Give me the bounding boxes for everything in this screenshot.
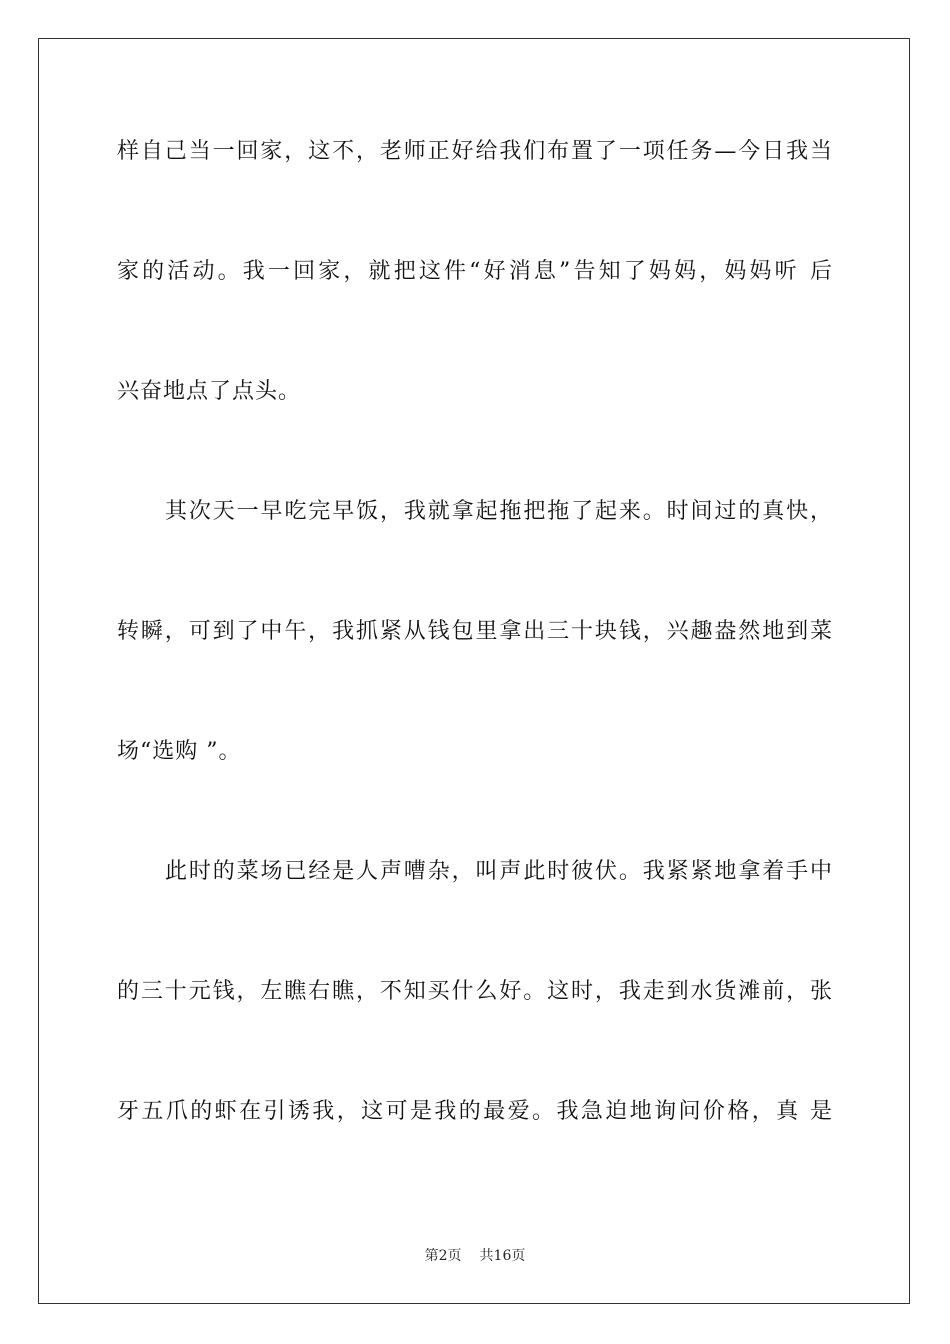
paragraph-line-8: 的三十元钱，左瞧右瞧，不知买什么好。这时，我走到水货滩前，张 — [117, 979, 833, 1004]
page-footer — [0, 1245, 950, 1265]
paragraph-line-6: 场“选购 ”。 — [117, 739, 242, 764]
page-number: 第2页 — [424, 1248, 462, 1264]
paragraph-line-3: 兴奋地点了点头。 — [117, 379, 302, 404]
paragraph-line-9: 牙五爪的虾在引诱我，这可是我的最爱。我急迫地询问价格，真 是 — [117, 1099, 833, 1124]
page-total: 共16页 — [479, 1248, 526, 1264]
paragraph-line-5: 转瞬，可到了中午，我抓紧从钱包里拿出三十块钱，兴趣盎然地到菜 — [117, 619, 833, 644]
paragraph-line-4: 其次天一早吃完早饭，我就拿起拖把拖了起来。时间过的真快， — [165, 499, 833, 524]
paragraph-line-7: 此时的菜场已经是人声嘈杂，叫声此时彼伏。我紧紧地拿着手中 — [165, 859, 833, 884]
paragraph-line-2: 家的活动。我一回家，就把这件“好消息”告知了妈妈，妈妈听 后 — [117, 259, 833, 284]
paragraph-line-1: 样自己当一回家，这不，老师正好给我们布置了一项任务—今日我当 — [117, 139, 833, 164]
